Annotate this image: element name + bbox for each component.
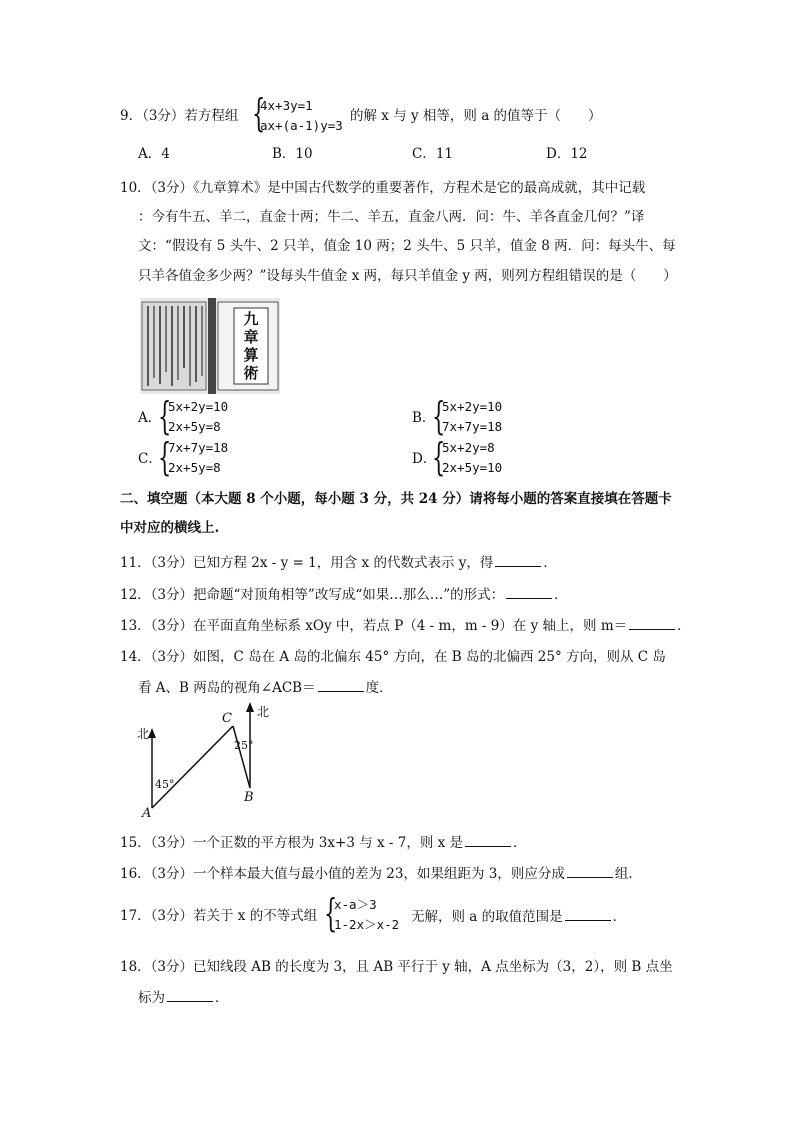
q12-end: ． [554, 587, 568, 603]
a-north-arrow-icon [148, 728, 156, 738]
q17-suffix: 无解，则 a 的取值范围是 [411, 909, 563, 925]
book-title-char: 算 [243, 346, 259, 364]
q18-answer-blank[interactable] [167, 989, 213, 1002]
q14-north-right: 北 [257, 705, 270, 719]
book-title-char: 章 [243, 328, 259, 346]
q10-option-c-eq1: 7x+7y=18 [168, 440, 229, 455]
q9-prefix: 9．（3分）若方程组 [120, 108, 239, 124]
q9-eq1: 4x+3y=1 [260, 98, 313, 113]
q14-angle-b: 25° [234, 739, 254, 752]
q14-label-a: A [142, 806, 152, 821]
q18-line2 [138, 989, 229, 1006]
book-title-char: 九 [243, 310, 259, 328]
q10-option-c-brace: { [158, 435, 172, 479]
section2-heading-line1: 二、填空题（本大题 8 个小题，每小题 3 分，共 24 分）请将每小题的答案直接填在答题卡 [120, 491, 672, 507]
q17-eq2: 1-2x＞x-2 [334, 917, 400, 932]
q9-option-a[interactable]: A．4 [138, 146, 170, 162]
q13 [120, 617, 691, 634]
q17-eq1: x-a＞3 [334, 897, 377, 912]
book-illustration [140, 298, 280, 394]
q10-option-d-label[interactable]: D． [412, 451, 437, 467]
q9-brace: { [252, 91, 266, 135]
q14-north-left: 北 [137, 727, 150, 741]
q10-line2: ：今有牛五、羊二，直金十两；牛二、羊五，直金八两．问：牛、羊各直金几何？”译 [138, 209, 645, 225]
q17-brace: { [324, 891, 338, 935]
q12-answer-blank[interactable] [506, 586, 552, 599]
q9-option-d[interactable]: D．12 [546, 146, 588, 162]
q11-end: ． [543, 555, 557, 571]
q10-option-c-label[interactable]: C． [138, 451, 162, 467]
q10-option-d-eq2: 2x+5y=10 [442, 460, 503, 475]
q18-end: ． [215, 990, 229, 1006]
q10-option-d-system[interactable] [442, 438, 502, 478]
q10-option-b-eq1: 5x+2y=10 [442, 399, 503, 414]
q10-option-b-label[interactable]: B． [412, 410, 436, 426]
q10-option-c-system[interactable] [168, 438, 228, 478]
q16-text: 16．（3分）一个样本最大值与最小值的差为 23，如果组距为 3，则应分成 [120, 866, 565, 882]
q10-option-b-eq2: 7x+7y=18 [442, 419, 503, 434]
q16-answer-blank[interactable] [567, 865, 613, 878]
q16 [120, 865, 642, 882]
q10-option-d-brace: { [432, 435, 446, 479]
q17-suffix-line [411, 908, 626, 925]
segment-cb [233, 726, 250, 788]
q9-eq2: ax+(a-1)y=3 [260, 118, 343, 133]
q13-text: 13．（3分）在平面直角坐标系 xOy 中，若点 P（4 - m，m - 9）在 y 轴上，则 m＝ [120, 618, 628, 634]
q17-system [334, 895, 399, 935]
section2-heading-line2: 中对应的横线上. [120, 520, 220, 536]
q10-line1: 10．（3分）《九章算术》是中国古代数学的重要著作，方程术是它的最高成就，其中记载 [120, 180, 646, 196]
q9-option-b[interactable]: B．10 [272, 146, 313, 162]
b-north-arrow-icon [246, 702, 254, 712]
q10-option-a-eq1: 5x+2y=10 [168, 399, 229, 414]
q12 [120, 586, 568, 603]
q10-option-a-eq2: 2x+5y=8 [168, 419, 221, 434]
q16-end: 组． [614, 866, 642, 882]
q10-option-b-system[interactable] [442, 397, 502, 437]
q11-text: 11．（3分）已知方程 2x - y = 1，用含 x 的代数式表示 y，得 [120, 555, 494, 571]
q17-end: ． [612, 909, 627, 925]
q10-line3: 文：“假设有 5 头牛、2 只羊，值金 10 两；2 头牛、5 只羊，值金 8 两．问：每头牛、每 [138, 238, 676, 254]
q15 [120, 834, 527, 851]
q14-answer-blank[interactable] [318, 679, 364, 692]
q18-line2-text: 标为 [138, 990, 165, 1006]
q9-suffix: 的解 x 与 y 相等，则 a 的值等于（ ） [350, 108, 602, 124]
q14-line2-text: 看 A、B 两岛的视角∠ACB＝ [138, 680, 316, 696]
q15-end: ． [513, 835, 527, 851]
segment-ac [152, 726, 233, 808]
q17-prefix: 17．（3分）若关于 x 的不等式组 [120, 908, 318, 924]
q10-option-a-brace: { [158, 394, 172, 438]
q14-line2 [138, 679, 393, 696]
q9-system [260, 96, 343, 136]
q10-line4: 只羊各值金多少两？”设每头牛值金 x 两，每只羊值金 y 两，则列方程组错误的是（ ） [138, 268, 677, 284]
q18-line1: 18．（3分）已知线段 AB 的长度为 3，且 AB 平行于 y 轴，A 点坐标为（3，2），则 B 点坐 [120, 959, 673, 975]
book-title [238, 310, 264, 382]
q13-end: ． [677, 618, 691, 634]
q14-angle-a: 45° [155, 778, 175, 791]
q11-answer-blank[interactable] [495, 554, 541, 567]
q14-line1: 14．（3分）如图，C 岛在 A 岛的北偏东 45° 方向，在 B 岛的北偏西 25° 方向，则从 C 岛 [120, 649, 666, 665]
q15-answer-blank[interactable] [465, 834, 511, 847]
q13-answer-blank[interactable] [629, 617, 675, 630]
q10-option-d-eq1: 5x+2y=8 [442, 440, 495, 455]
q14-label-c: C [222, 711, 232, 726]
q10-option-c-eq2: 2x+5y=8 [168, 460, 221, 475]
q11 [120, 554, 557, 571]
book-title-char: 術 [243, 364, 259, 382]
q17-answer-blank[interactable] [565, 908, 611, 921]
q12-text: 12．（3分）把命题“对顶角相等”改写成“如果…那么…”的形式： [120, 587, 505, 603]
q15-text: 15．（3分）一个正数的平方根为 3x+3 与 x - 7，则 x 是 [120, 835, 464, 851]
q14-label-b: B [244, 790, 254, 805]
q14-line2-end: 度． [365, 680, 393, 696]
q9-option-c[interactable]: C．11 [412, 146, 454, 162]
q10-option-a-label[interactable]: A． [138, 410, 162, 426]
q10-option-a-system[interactable] [168, 397, 228, 437]
q10-option-b-brace: { [432, 394, 446, 438]
